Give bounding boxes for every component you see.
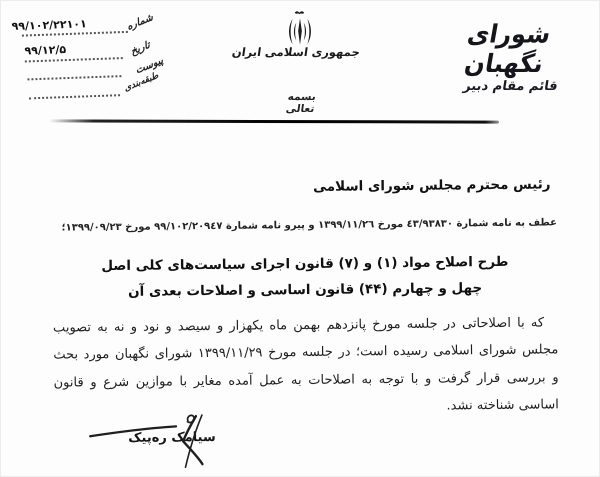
attachment-label: پیوست [134,55,165,77]
subject-line-1: طرح اصلاح مواد (۱) و (۷) قانون اجرای سیاست‌های کلی اصل [101,253,509,275]
letter-date-value: ۹۹/۱۲/۵ [24,43,67,58]
date-dotted-line [25,57,123,62]
signature-flourish-icon [84,413,230,473]
iran-emblem-icon [283,11,317,49]
body-line: مجلس شورای اسلامی رسیده است؛ در جلسه مورخ ۱۳۹۹/۱۱/۲۹ شورای نگهبان مورد بحث [53,342,559,363]
subject-title [52,248,558,305]
number-label: شماره [125,11,155,33]
classification-dotted-line [29,94,120,99]
body-line: و بررسی قرار گرفت و با توجه به اصلاحات به عمل آمده مغایر با موازین شرع و قانون [53,369,559,391]
classification-label: طبقه‌بندی [123,70,160,94]
letter-content [51,176,559,473]
body-paragraph [53,309,559,423]
body-line: اساسی شناخته نشد. [446,397,559,414]
signer-name: سیامک ره‌پیک [128,429,216,446]
reference-line: عطف به نامه شمارة ٤٣/٩٣٨٣٠ مورخ ١٣٩٩/١١/٢٦ و پیرو نامه شمارة ٩٩/١٠٢/٢٠٩٤٧ مورخ ١٣٩٩/٠٩/٢٣؛ [61,217,558,234]
country-name: جمهوری اسلامی ایران [231,45,361,59]
attachment-dotted-line [27,75,121,80]
organization-name: شورای نگهبان [462,19,554,79]
date-label: تاریخ [129,39,152,58]
letter-number-value: ۹۹/۱۰۲/۲۲۱۰۱ [11,17,87,33]
stamp-block [7,12,185,118]
body-line: که با اصلاحاتی در جلسه مورخ پانزدهم بهمن ماه یکهزار و سیصد و نود و نه به تصویب [52,315,545,336]
subject-line-2: چهل و چهارم (۴۴) قانون اساسی و اصلاحات بعدی آن [127,280,483,300]
signer-role: قائم مقام دبیر [462,79,559,94]
header-divider-line [49,119,499,123]
signature-block [84,413,230,473]
addressee-line: رئیس محترم مجلس شورای اسلامی [312,176,551,195]
besmele-text: بسمه تعالی [285,91,317,115]
